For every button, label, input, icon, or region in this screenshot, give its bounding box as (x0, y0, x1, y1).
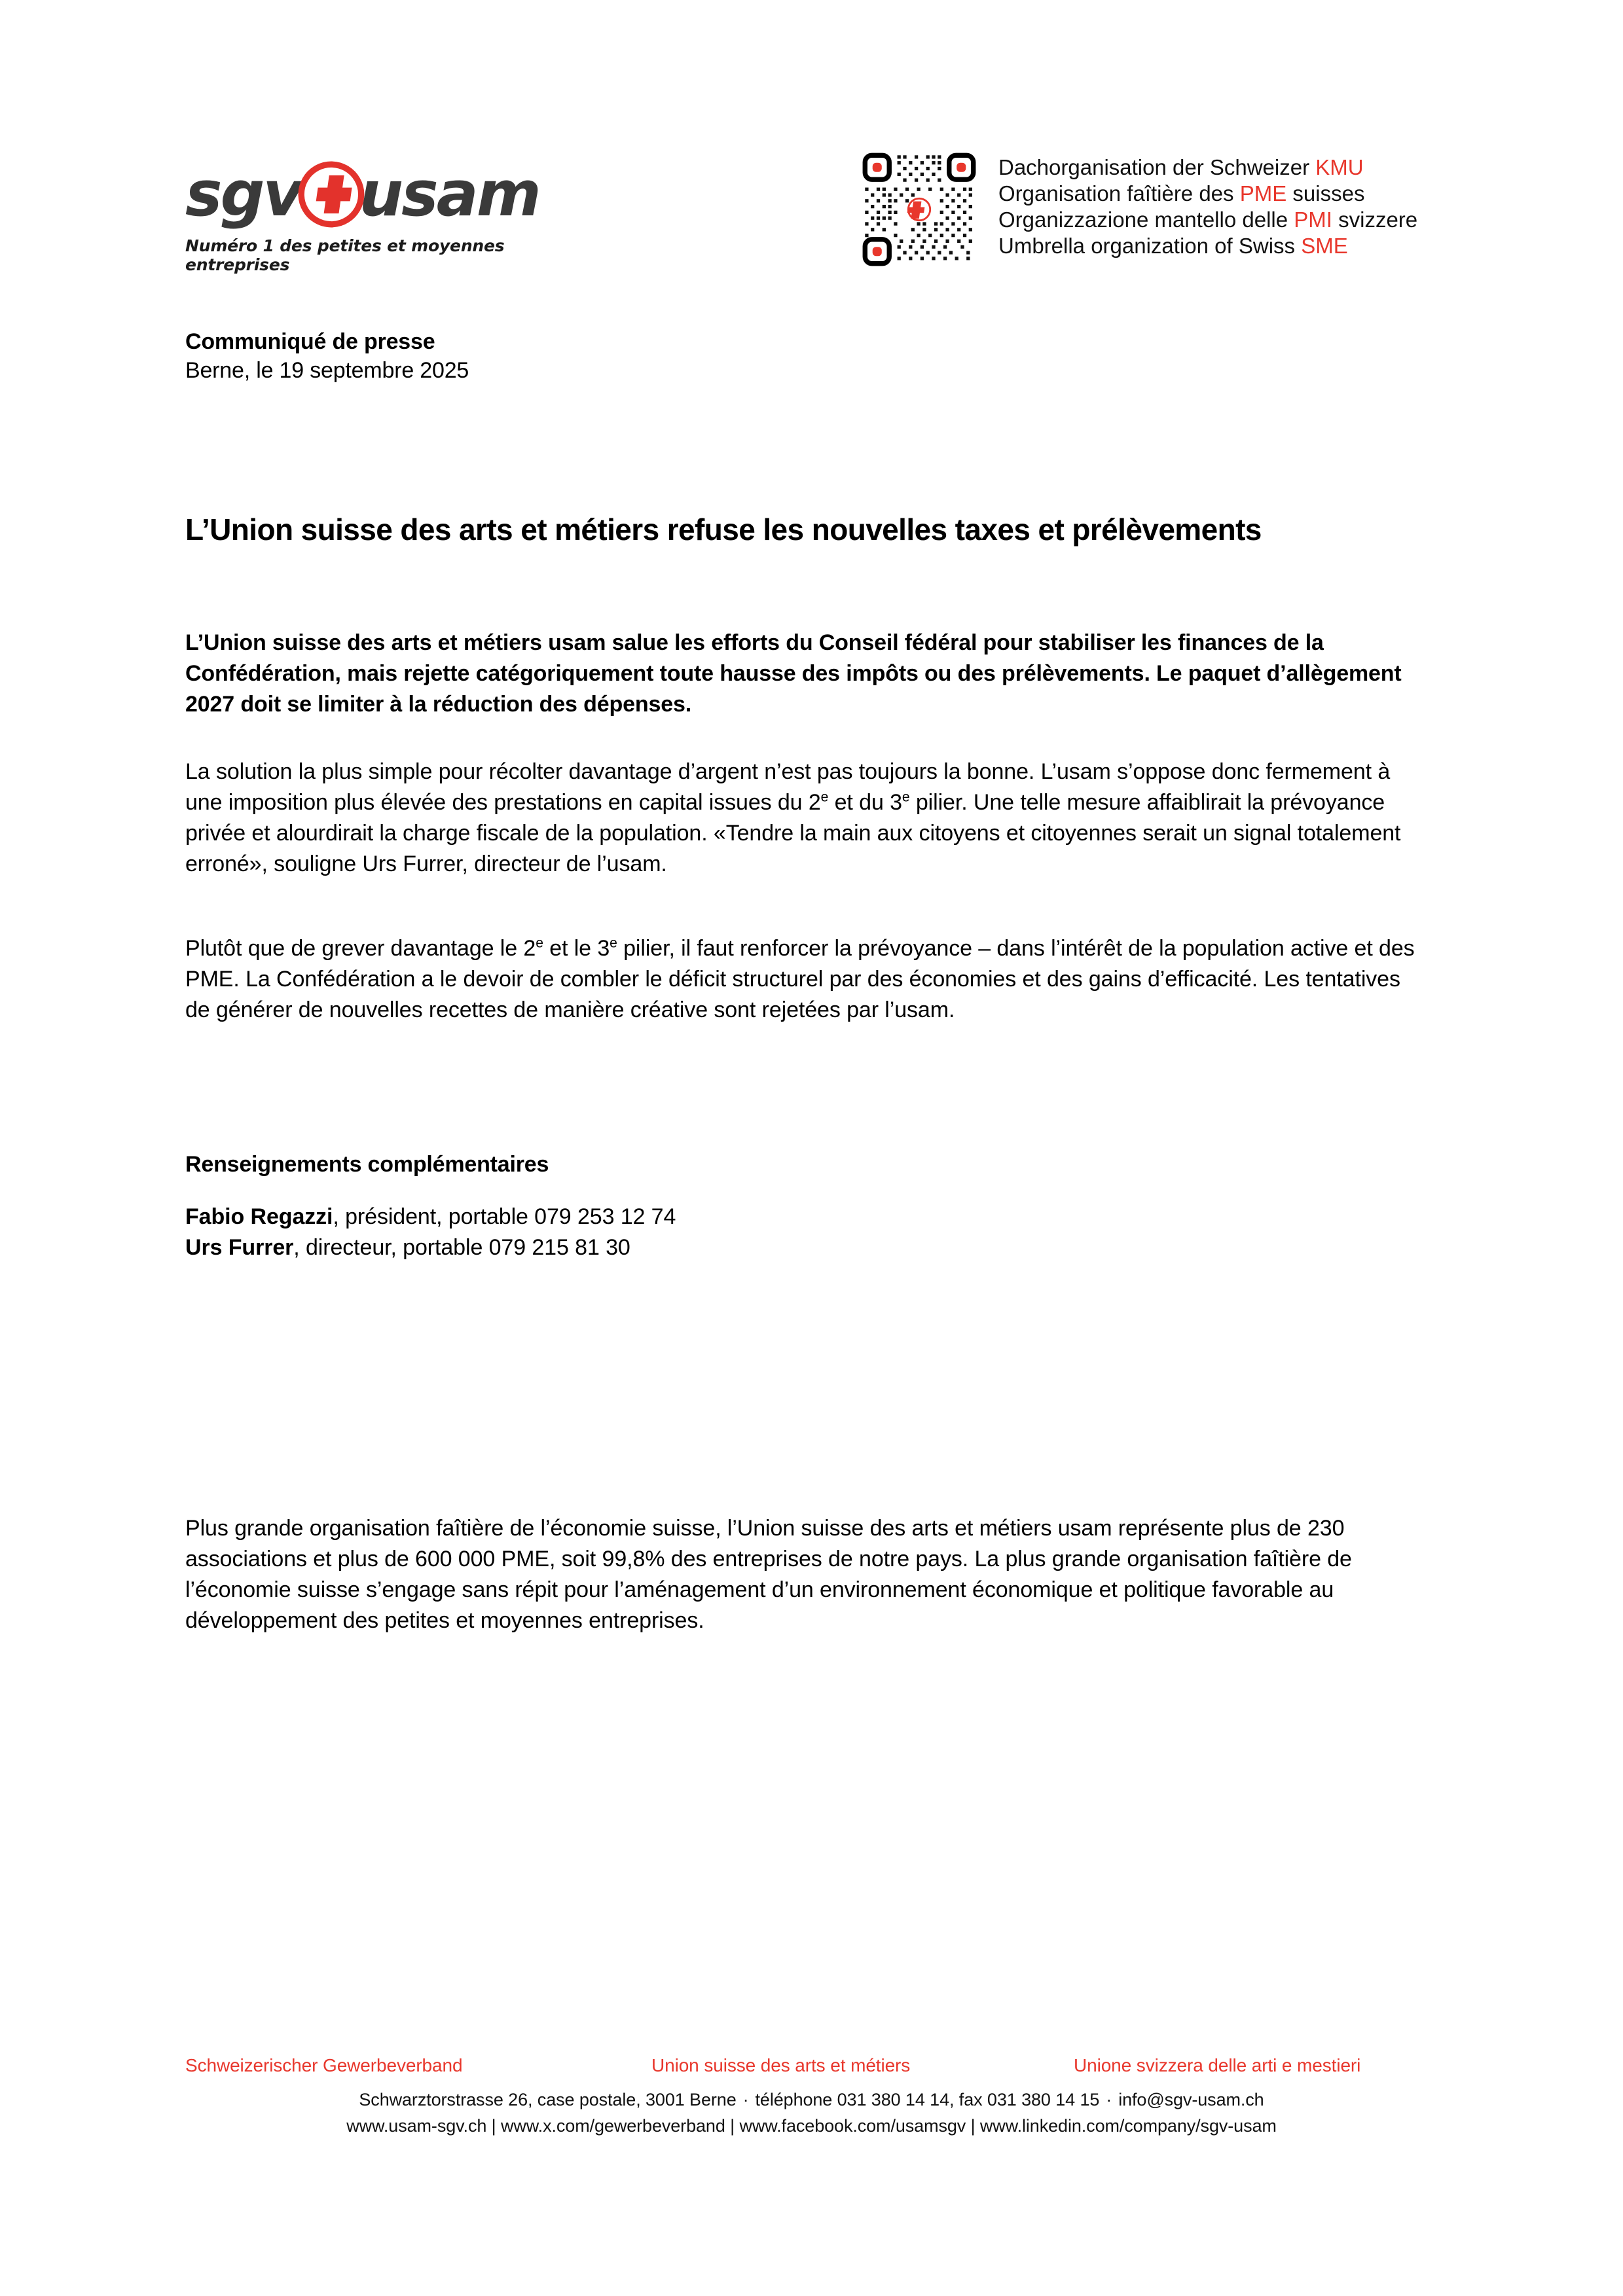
page-title: L’Union suisse des arts et métiers refuse les nouvelles taxes et prélèvements (185, 512, 1262, 547)
contact-name: Fabio Regazzi (185, 1204, 333, 1229)
lang-fr-prefix: Organisation faîtière des (998, 181, 1240, 206)
para2-ordinal-1: e (536, 935, 543, 951)
footer-separator-1: · (742, 2090, 749, 2109)
footer-organization-names (0, 2055, 1623, 2087)
para2-ordinal-2: e (610, 935, 617, 951)
language-line-de (998, 154, 1417, 181)
lang-en-prefix: Umbrella organization of Swiss (998, 234, 1302, 258)
logo-text-sgv: sgv (185, 158, 302, 230)
qr-code-icon (862, 152, 977, 267)
lang-it-prefix: Organizzazione mantello delle (998, 207, 1294, 232)
lead-paragraph: L’Union suisse des arts et métiers usam salue les efforts du Conseil fédéral pour stabiliser les finances de la Confédération, mais rejette catégoriquement toute hausse des impôts ou des prélèvements. Le paquet d’allègement 2027 doit se limiter à la réduction des dépenses. (185, 630, 1402, 717)
body-paragraph-2 (185, 933, 1416, 1026)
contact-name: Urs Furrer (185, 1235, 294, 1260)
contacts-list (185, 1202, 1102, 1263)
footer-email[interactable]: info@sgv-usam.ch (1118, 2090, 1264, 2109)
footer-phone-fax: téléphone 031 380 14 14, fax 031 380 14 15 (755, 2090, 1100, 2109)
language-lines (998, 152, 1417, 259)
logo-tagline: Numéro 1 des petites et moyennes entreprises (185, 236, 505, 274)
footer-org-de: Schweizerischer Gewerbeverband (185, 2055, 463, 2075)
lang-en-accent: SME (1301, 234, 1348, 258)
language-line-en (998, 233, 1417, 259)
para2-segment-a: Plutôt que de grever davantage le 2 (185, 936, 536, 961)
contact-item (185, 1202, 1102, 1232)
lang-it-accent: PMI (1294, 207, 1332, 232)
qr-and-languages (862, 152, 1417, 267)
footer-links-line[interactable]: www.usam-sgv.ch | www.x.com/gewerbeverband | www.facebook.com/usamsgv | www.linkedin.com/company/sgv-usam (346, 2116, 1277, 2136)
para1-segment-b: et du 3 (828, 790, 902, 815)
logo-row (185, 159, 604, 230)
footer-address-line (0, 2087, 1623, 2113)
swiss-cross-circle-icon (297, 160, 365, 228)
contact-role-phone: , directeur, portable 079 215 81 30 (293, 1235, 630, 1260)
para1-segment-c: pilier. Une telle mesure affaiblirait la prévoyance privée et alourdirait la charge fiscale de la population. «Tendre la main aux citoyens et citoyennes serait un signal totalement erroné», souligne Urs Furrer, directeur de l’usam. (185, 790, 1401, 876)
body-paragraph-1 (185, 757, 1416, 880)
place-and-date: Berne, le 19 septembre 2025 (185, 358, 469, 383)
contact-role-phone: , président, portable 079 253 12 74 (333, 1204, 676, 1229)
lang-it-suffix: svizzere (1332, 207, 1418, 232)
lang-de-accent: KMU (1315, 155, 1364, 179)
para1-ordinal-1: e (820, 789, 829, 805)
para1-segment-a: La solution la plus simple pour récolter davantage d’argent n’est pas toujours la bonne. L’usam s’oppose donc fermement à une imposition plus élevée des prestations en capital issues du 2 (185, 759, 1391, 815)
document-footer (0, 2055, 1623, 2139)
lang-fr-accent: PME (1239, 181, 1287, 206)
para1-ordinal-2: e (902, 789, 910, 805)
footer-org-fr: Union suisse des arts et métiers (651, 2055, 911, 2075)
language-line-fr (998, 181, 1417, 207)
footer-org-it: Unione svizzera delle arti e mestieri (1074, 2055, 1361, 2075)
footer-separator-2: · (1106, 2090, 1112, 2109)
organization-boilerplate: Plus grande organisation faîtière de l’économie suisse, l’Union suisse des arts et métiers usam représente plus de 230 associations et plus de 600 000 PME, soit 99,8% des entreprises de notre pays. La plus grande organisation faîtière de l’économie suisse s’engage sans répit pour l’aménagement d’un environnement économique et politique favorable au développement des petites et moyennes entreprises. (185, 1516, 1352, 1633)
language-line-it (998, 207, 1417, 233)
contact-item (185, 1232, 1102, 1263)
logo-text-usam: usam (359, 158, 539, 230)
para2-segment-c: pilier, il faut renforcer la prévoyance – dans l’intérêt de la population active et des PME. La Confédération a le devoir de combler le déficit structurel par des économies et des gains d’efficacité. Les tentatives de générer de nouvelles recettes de manière créative sont rejetées par l’usam. (185, 936, 1415, 1022)
lang-de-prefix: Dachorganisation der Schweizer (998, 155, 1316, 179)
contacts-heading: Renseignements complémentaires (185, 1152, 549, 1177)
document-type-label: Communiqué de presse (185, 329, 435, 354)
para2-segment-b: et le 3 (543, 936, 610, 961)
sgv-usam-logo (185, 159, 604, 274)
footer-address: Schwarztorstrasse 26, case postale, 3001 Berne (359, 2090, 737, 2109)
document-meta (185, 327, 905, 385)
lang-fr-suffix: suisses (1286, 181, 1365, 206)
document-header (0, 0, 1623, 281)
